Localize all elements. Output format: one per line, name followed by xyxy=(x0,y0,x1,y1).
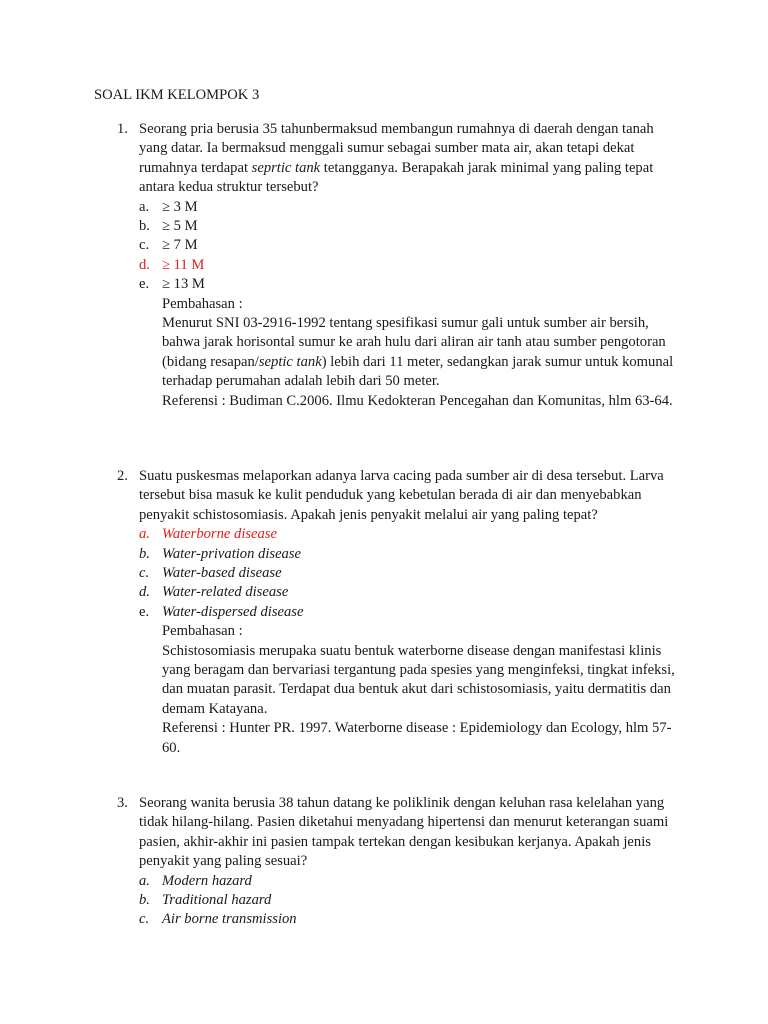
option-e: e. ≥ 13 M xyxy=(139,276,205,293)
question-2 xyxy=(117,467,677,758)
option-c: c. ≥ 7 M xyxy=(139,237,198,254)
options-list xyxy=(139,198,677,295)
question-number: 3. xyxy=(117,795,128,811)
referensi-text: Referensi : Budiman C.2006. Ilmu Kedokteran Pencegahan dan Komunitas, hlm 63-64. xyxy=(162,392,673,409)
option-c: c. Air borne transmission xyxy=(139,911,297,928)
referensi-text: Referensi : Hunter PR. 1997. Waterborne disease : Epidemiology dan Ecology, hlm 57-60. xyxy=(162,720,672,756)
question-stem: Suatu puskesmas melaporkan adanya larva cacing pada sumber air di desa tersebut. Larva tersebut bisa masuk ke kulit penduduk yang kebetulan berada di air dan menyebabkan penyakit schistosomiasis. Apakah jenis penyakit melalui air yang paling tepat? xyxy=(139,468,664,523)
document-title: SOAL IKM KELOMPOK 3 xyxy=(94,87,260,103)
pembahasan-text: Schistosomiasis merupaka suatu bentuk waterborne disease dengan manifestasi klinis yang beragam dan bervariasi tergantung pada spesies yang menginfeksi, tingkat infeksi, dan muatan parasit. Terdapat dua bentuk akut dari schistosomiasis, yaitu dermatitis dan demam Katayana. xyxy=(162,642,675,717)
option-b: b. ≥ 5 M xyxy=(139,218,198,235)
question-stem: Seorang pria berusia 35 tahunbermaksud membangun rumahnya di daerah dengan tanah yang datar. Ia bermaksud menggali sumur sebagai sumber mata air, akan tetapi dekat rumahnya terdapat seprtic tank tetangganya. Berapakah jarak minimal yang paling tepat antara kedua struktur tersebut? xyxy=(139,121,654,196)
option-e: e. Water-dispersed disease xyxy=(139,603,304,620)
pembahasan-text: Menurut SNI 03-2916-1992 tentang spesifikasi sumur gali untuk sumber air bersih, bahwa jarak horisontal sumur ke arah hulu dari aliran air tanh atau sumber pengotoran (bidang resapan/septic tank) lebih dari 11 meter, sedangkan jarak sumur untuk komunal terhadap perumahan adalah lebih dari 50 meter. xyxy=(162,315,674,390)
option-d-correct: d. ≥ 11 M xyxy=(139,256,205,273)
pembahasan-label: Pembahasan : xyxy=(162,623,243,640)
explanation xyxy=(162,622,677,758)
question-number: 1. xyxy=(117,121,128,137)
question-number: 2. xyxy=(117,468,128,484)
question-3 xyxy=(117,794,677,930)
option-a: a. ≥ 3 M xyxy=(139,198,198,215)
pembahasan-label: Pembahasan : xyxy=(162,295,243,312)
question-1 xyxy=(117,120,677,411)
option-a-correct: a. Waterborne disease xyxy=(139,526,277,543)
question-stem: Seorang wanita berusia 38 tahun datang ke poliklinik dengan keluhan rasa kelelahan yang tidak hilang-hilang. Pasien diketahui menyadang hipertensi dan menurut keterangan suami pasien, akhir-akhir ini pasien tampak tertekan dengan kesibukan kerjanya. Apakah jenis penyakit yang paling sesuai? xyxy=(139,795,669,870)
explanation xyxy=(162,295,677,411)
options-list xyxy=(139,525,677,622)
italic-term: seprtic tank xyxy=(251,159,321,176)
option-d: d. Water-related disease xyxy=(139,584,289,601)
options-list xyxy=(139,872,677,930)
option-b: b. Water-privation disease xyxy=(139,545,302,562)
option-a: a. Modern hazard xyxy=(139,872,252,889)
option-b: b. Traditional hazard xyxy=(139,892,272,909)
option-c: c. Water-based disease xyxy=(139,565,282,582)
